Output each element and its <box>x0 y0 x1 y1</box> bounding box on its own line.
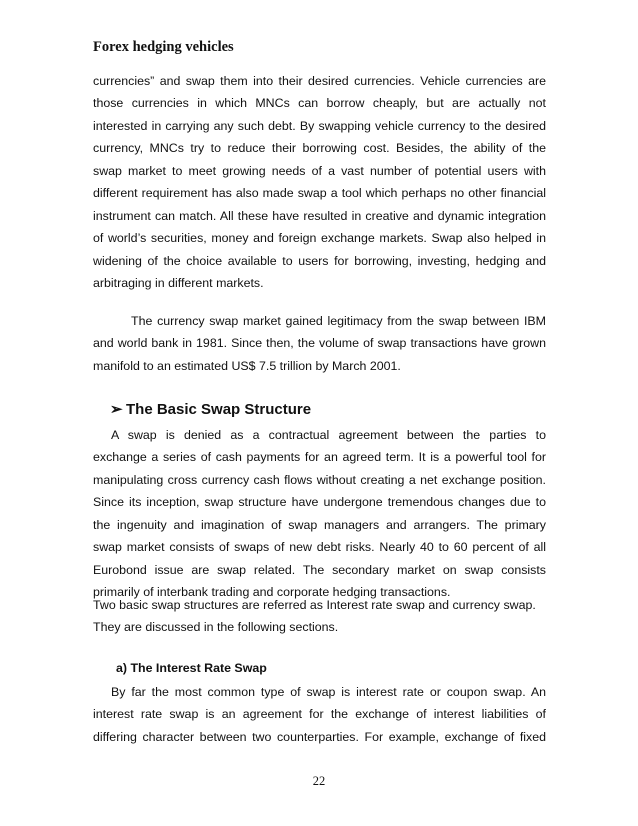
body-paragraph-2 <box>93 310 546 377</box>
text-line: currencies” and swap them into their desired currencies. Vehicle currencies are <box>93 74 546 88</box>
text-line: manifold to an estimated US$ 7.5 trillion by March 2001. <box>93 358 401 373</box>
body-paragraph-1 <box>93 70 546 295</box>
body-paragraph-5 <box>93 681 546 748</box>
page-number: 22 <box>312 774 326 788</box>
text-line: By far the most common type of swap is interest rate or coupon swap. An <box>111 685 546 699</box>
text-line: They are discussed in the following sections. <box>93 620 339 635</box>
text-line: of world’s securities, money and foreign exchange markets. Swap also helped in <box>93 231 546 246</box>
text-line: arbitraging in different markets. <box>93 276 264 291</box>
text-line: The currency swap market gained legitimacy from the swap between IBM <box>131 314 546 328</box>
arrow-bullet-icon: ➢ <box>110 401 123 418</box>
text-line: those currencies in which MNCs can borrow cheaply, but are actually not <box>93 96 546 111</box>
section-heading-text: The Basic Swap Structure <box>126 401 312 418</box>
text-line: differing character between two counterparties. For example, exchange of fixed <box>93 729 546 744</box>
text-line: currency, MNCs try to reduce their borrowing cost. Besides, the ability of the <box>93 141 546 156</box>
text-line: the ingenuity and imagination of swap managers and arrangers. The primary <box>93 517 546 532</box>
text-line: Eurobond issue are swap related. The secondary market on swap consists <box>93 562 546 577</box>
text-line: Two basic swap structures are referred as Interest rate swap and currency swap. <box>93 598 536 612</box>
body-paragraph-4 <box>93 594 546 639</box>
text-line: manipulating cross currency cash flows without creating a net exchange position. <box>93 472 546 487</box>
text-line: and world bank in 1981. Since then, the volume of swap transactions have grown <box>93 336 546 351</box>
text-line: swap market consists of swaps of new debt risks. Nearly 40 to 60 percent of all <box>93 540 546 555</box>
text-line: interest rate swap is an agreement for the exchange of interest liabilities of <box>93 707 546 722</box>
body-paragraph-3 <box>93 424 546 604</box>
text-line: widening of the choice available to users for borrowing, investing, hedging and <box>93 253 546 268</box>
text-line: primarily of interbank trading and corporate hedging transactions. <box>93 585 451 600</box>
text-line: interested in carrying any such debt. By swapping vehicle currency to the desired <box>93 118 546 133</box>
text-line: different requirement has also made swap a tool which perhaps no other financial <box>93 186 546 201</box>
text-line: instrument can match. All these have resulted in creative and dynamic integration <box>93 208 546 223</box>
text-line: swap market to meet growing needs of a vast number of potential users with <box>93 163 546 178</box>
subsection-heading: a) The Interest Rate Swap <box>116 661 267 675</box>
text-line: exchange a series of cash payments for an agreed term. It is a powerful tool for <box>93 450 546 465</box>
page-header: Forex hedging vehicles <box>93 39 234 55</box>
text-line: A swap is denied as a contractual agreement between the parties to <box>111 428 546 442</box>
section-heading <box>110 400 311 420</box>
text-line: Since its inception, swap structure have undergone tremendous changes due to <box>93 495 546 510</box>
